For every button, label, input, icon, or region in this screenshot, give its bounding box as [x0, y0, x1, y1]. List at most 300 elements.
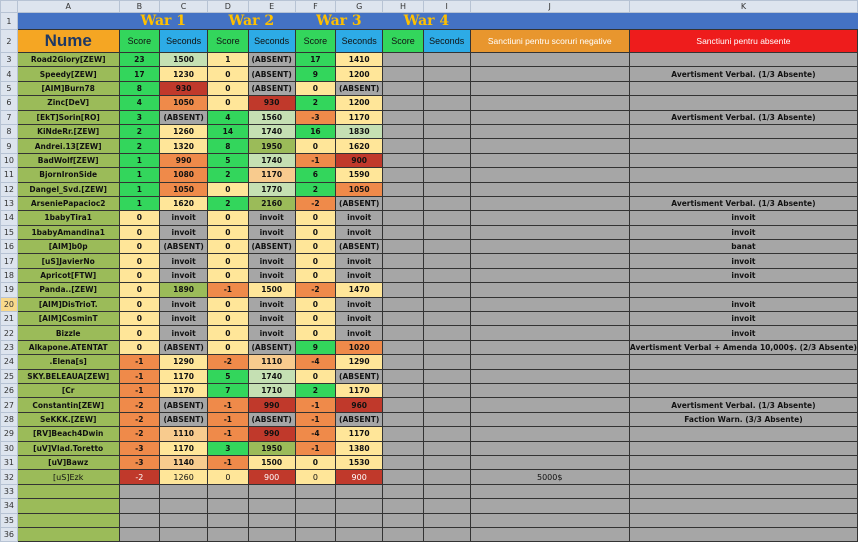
- negative-sanction-cell[interactable]: [470, 427, 629, 441]
- empty-cell[interactable]: [423, 513, 470, 527]
- war-4-seconds-header[interactable]: Seconds: [423, 30, 470, 53]
- war-2-seconds-cell[interactable]: 1740: [248, 369, 295, 383]
- absence-sanction-cell[interactable]: [629, 153, 857, 167]
- negative-sanction-cell[interactable]: [470, 153, 629, 167]
- negative-sanction-cell[interactable]: [470, 340, 629, 354]
- war-1-score-cell[interactable]: 3: [119, 110, 160, 124]
- column-header-j[interactable]: J: [470, 1, 629, 13]
- war-2-seconds-cell[interactable]: (ABSENT): [248, 412, 295, 426]
- war-4-score-cell[interactable]: [383, 110, 424, 124]
- absence-sanction-cell[interactable]: Faction Warn. (3/3 Absente): [629, 412, 857, 426]
- empty-cell[interactable]: [629, 484, 857, 498]
- war-4-score-header[interactable]: Score: [383, 30, 424, 53]
- empty-cell[interactable]: [248, 527, 295, 541]
- absence-sanction-cell[interactable]: [629, 383, 857, 397]
- negative-sanction-cell[interactable]: [470, 110, 629, 124]
- war-4-seconds-cell[interactable]: [423, 427, 470, 441]
- player-name-cell[interactable]: 1babyAmandina1: [17, 225, 119, 239]
- war-3-score-cell[interactable]: 0: [295, 139, 336, 153]
- war-2-seconds-cell[interactable]: (ABSENT): [248, 53, 295, 67]
- row-header[interactable]: 27: [1, 398, 18, 412]
- war-4-score-cell[interactable]: [383, 312, 424, 326]
- war-1-score-cell[interactable]: 0: [119, 254, 160, 268]
- war-1-seconds-cell[interactable]: (ABSENT): [160, 110, 208, 124]
- empty-cell[interactable]: [336, 527, 383, 541]
- row-header[interactable]: 14: [1, 211, 18, 225]
- negative-sanction-cell[interactable]: [470, 124, 629, 138]
- war-2-seconds-cell[interactable]: 1740: [248, 124, 295, 138]
- war-2-score-cell[interactable]: 1: [208, 53, 249, 67]
- column-header-h[interactable]: H: [383, 1, 424, 13]
- war-1-score-cell[interactable]: -2: [119, 412, 160, 426]
- war-2-score-cell[interactable]: 0: [208, 340, 249, 354]
- player-name-cell[interactable]: Road2Glory[ZEW]: [17, 53, 119, 67]
- war-1-seconds-cell[interactable]: (ABSENT): [160, 398, 208, 412]
- war-3-score-cell[interactable]: -2: [295, 283, 336, 297]
- war-3-score-cell[interactable]: 2: [295, 96, 336, 110]
- war-2-score-cell[interactable]: -1: [208, 398, 249, 412]
- war-1-seconds-cell[interactable]: invoit: [160, 297, 208, 311]
- war-4-score-cell[interactable]: [383, 53, 424, 67]
- row-header[interactable]: 5: [1, 81, 18, 95]
- war-2-score-cell[interactable]: 8: [208, 139, 249, 153]
- war-2-score-cell[interactable]: 0: [208, 297, 249, 311]
- war-1-score-cell[interactable]: 4: [119, 96, 160, 110]
- war-3-score-cell[interactable]: 2: [295, 383, 336, 397]
- empty-cell[interactable]: [423, 484, 470, 498]
- empty-cell[interactable]: [248, 499, 295, 513]
- war-3-score-cell[interactable]: -1: [295, 441, 336, 455]
- war-1-score-cell[interactable]: 0: [119, 326, 160, 340]
- war-2-score-cell[interactable]: 0: [208, 254, 249, 268]
- war-3-score-cell[interactable]: -1: [295, 153, 336, 167]
- empty-cell[interactable]: [295, 499, 336, 513]
- player-name-cell[interactable]: Bizzle: [17, 326, 119, 340]
- war-2-score-cell[interactable]: 0: [208, 312, 249, 326]
- war-2-seconds-cell[interactable]: 1770: [248, 182, 295, 196]
- absence-sanction-cell[interactable]: Avertisment Verbal. (1/3 Absente): [629, 398, 857, 412]
- empty-cell[interactable]: [629, 499, 857, 513]
- empty-cell[interactable]: [160, 527, 208, 541]
- war-3-score-cell[interactable]: 0: [295, 268, 336, 282]
- war-3-seconds-cell[interactable]: invoit: [336, 225, 383, 239]
- war-1-seconds-cell[interactable]: invoit: [160, 326, 208, 340]
- empty-cell[interactable]: [119, 527, 160, 541]
- negative-sanctions-header[interactable]: Sanctiuni pentru scoruri negative: [470, 30, 629, 53]
- absence-sanction-cell[interactable]: [629, 182, 857, 196]
- negative-sanction-cell[interactable]: [470, 96, 629, 110]
- absence-sanction-cell[interactable]: [629, 441, 857, 455]
- absence-sanctions-header[interactable]: Sanctiuni pentru absente: [629, 30, 857, 53]
- empty-cell[interactable]: [470, 513, 629, 527]
- war-3-seconds-cell[interactable]: 1530: [336, 455, 383, 469]
- war-4-score-cell[interactable]: [383, 182, 424, 196]
- war-4-seconds-cell[interactable]: [423, 326, 470, 340]
- negative-sanction-cell[interactable]: [470, 240, 629, 254]
- player-name-cell[interactable]: [uS]JavierNo: [17, 254, 119, 268]
- war-4-score-cell[interactable]: [383, 153, 424, 167]
- negative-sanction-cell[interactable]: [470, 412, 629, 426]
- negative-sanction-cell[interactable]: [470, 81, 629, 95]
- war-1-score-cell[interactable]: 17: [119, 67, 160, 81]
- column-header-g[interactable]: G: [336, 1, 383, 13]
- row-header[interactable]: 17: [1, 254, 18, 268]
- war-3-seconds-cell[interactable]: 1620: [336, 139, 383, 153]
- player-name-cell[interactable]: Speedy[ZEW]: [17, 67, 119, 81]
- column-header-i[interactable]: I: [423, 1, 470, 13]
- row-header[interactable]: 30: [1, 441, 18, 455]
- war-1-seconds-cell[interactable]: 1170: [160, 369, 208, 383]
- war-2-score-header[interactable]: Score: [208, 30, 249, 53]
- player-name-cell[interactable]: SeKKK.[ZEW]: [17, 412, 119, 426]
- absence-sanction-cell[interactable]: invoit: [629, 312, 857, 326]
- war-1-seconds-cell[interactable]: 1050: [160, 182, 208, 196]
- war-4-seconds-cell[interactable]: [423, 182, 470, 196]
- negative-sanction-cell[interactable]: [470, 139, 629, 153]
- war-4-score-cell[interactable]: [383, 268, 424, 282]
- war-1-score-header[interactable]: Score: [119, 30, 160, 53]
- war-3-seconds-cell[interactable]: invoit: [336, 254, 383, 268]
- war-1-score-cell[interactable]: 2: [119, 139, 160, 153]
- war-3-seconds-cell[interactable]: (ABSENT): [336, 81, 383, 95]
- empty-cell[interactable]: [208, 499, 249, 513]
- war-1-score-cell[interactable]: -1: [119, 369, 160, 383]
- war-4-seconds-cell[interactable]: [423, 297, 470, 311]
- player-name-cell[interactable]: [AIM]Burn78: [17, 81, 119, 95]
- war-2-seconds-cell[interactable]: 1950: [248, 441, 295, 455]
- war-2-score-cell[interactable]: 0: [208, 67, 249, 81]
- empty-cell[interactable]: [208, 527, 249, 541]
- war-2-score-cell[interactable]: -1: [208, 412, 249, 426]
- row-header[interactable]: 16: [1, 240, 18, 254]
- row-header[interactable]: 8: [1, 124, 18, 138]
- war-2-seconds-cell[interactable]: invoit: [248, 268, 295, 282]
- row-header[interactable]: 35: [1, 513, 18, 527]
- war-3-score-cell[interactable]: 17: [295, 53, 336, 67]
- war-2-score-cell[interactable]: 2: [208, 196, 249, 210]
- war-1-seconds-cell[interactable]: invoit: [160, 254, 208, 268]
- war-4-score-cell[interactable]: [383, 96, 424, 110]
- war-1-score-cell[interactable]: 0: [119, 312, 160, 326]
- war-2-score-cell[interactable]: 7: [208, 383, 249, 397]
- war-1-seconds-cell[interactable]: 1080: [160, 168, 208, 182]
- war-4-seconds-cell[interactable]: [423, 383, 470, 397]
- war-1-score-cell[interactable]: -3: [119, 441, 160, 455]
- row-header[interactable]: 21: [1, 312, 18, 326]
- negative-sanction-cell[interactable]: [470, 355, 629, 369]
- absence-sanction-cell[interactable]: [629, 139, 857, 153]
- war-2-score-cell[interactable]: 4: [208, 110, 249, 124]
- column-header-a[interactable]: A: [17, 1, 119, 13]
- absence-sanction-cell[interactable]: [629, 355, 857, 369]
- war-1-score-cell[interactable]: 1: [119, 196, 160, 210]
- war-3-score-cell[interactable]: 0: [295, 470, 336, 484]
- war-3-seconds-cell[interactable]: 1050: [336, 182, 383, 196]
- war-4-score-cell[interactable]: [383, 254, 424, 268]
- row-header[interactable]: 15: [1, 225, 18, 239]
- war-4-score-cell[interactable]: [383, 455, 424, 469]
- war-3-score-cell[interactable]: 0: [295, 254, 336, 268]
- empty-cell[interactable]: [295, 513, 336, 527]
- war-1-seconds-cell[interactable]: (ABSENT): [160, 340, 208, 354]
- empty-cell[interactable]: [423, 527, 470, 541]
- negative-sanction-cell[interactable]: [470, 398, 629, 412]
- absence-sanction-cell[interactable]: [629, 96, 857, 110]
- row-header[interactable]: 36: [1, 527, 18, 541]
- war-3-score-cell[interactable]: 9: [295, 67, 336, 81]
- player-name-cell[interactable]: [uV]Vlad.Toretto: [17, 441, 119, 455]
- war-2-seconds-cell[interactable]: (ABSENT): [248, 81, 295, 95]
- war-3-seconds-cell[interactable]: invoit: [336, 268, 383, 282]
- war-1-seconds-cell[interactable]: invoit: [160, 211, 208, 225]
- war-4-score-cell[interactable]: [383, 124, 424, 138]
- war-2-seconds-cell[interactable]: 1110: [248, 355, 295, 369]
- empty-cell[interactable]: [208, 513, 249, 527]
- war-1-score-cell[interactable]: 0: [119, 297, 160, 311]
- war-4-score-cell[interactable]: [383, 340, 424, 354]
- row-header[interactable]: 32: [1, 470, 18, 484]
- war-4-seconds-cell[interactable]: [423, 340, 470, 354]
- row-header[interactable]: 26: [1, 383, 18, 397]
- player-name-cell[interactable]: [17, 484, 119, 498]
- empty-cell[interactable]: [629, 513, 857, 527]
- negative-sanction-cell[interactable]: [470, 283, 629, 297]
- war-4-seconds-cell[interactable]: [423, 398, 470, 412]
- row-header[interactable]: 9: [1, 139, 18, 153]
- war-3-score-cell[interactable]: 0: [295, 297, 336, 311]
- negative-sanction-cell[interactable]: [470, 53, 629, 67]
- war-2-score-cell[interactable]: 5: [208, 153, 249, 167]
- empty-cell[interactable]: [383, 499, 424, 513]
- war-2-score-cell[interactable]: 0: [208, 96, 249, 110]
- war-1-seconds-cell[interactable]: 1500: [160, 53, 208, 67]
- war-2-seconds-cell[interactable]: invoit: [248, 254, 295, 268]
- war-4-score-cell[interactable]: [383, 369, 424, 383]
- absence-sanction-cell[interactable]: invoit: [629, 211, 857, 225]
- war-3-score-cell[interactable]: 0: [295, 211, 336, 225]
- war-2-score-cell[interactable]: 3: [208, 441, 249, 455]
- empty-cell[interactable]: [470, 527, 629, 541]
- war-4-seconds-cell[interactable]: [423, 240, 470, 254]
- war-4-seconds-cell[interactable]: [423, 455, 470, 469]
- war-3-title[interactable]: [295, 13, 383, 30]
- absence-sanction-cell[interactable]: invoit: [629, 254, 857, 268]
- war-3-score-cell[interactable]: 0: [295, 81, 336, 95]
- empty-cell[interactable]: [383, 527, 424, 541]
- negative-sanction-cell[interactable]: [470, 268, 629, 282]
- row-header[interactable]: 34: [1, 499, 18, 513]
- war-1-score-cell[interactable]: -2: [119, 427, 160, 441]
- negative-sanction-cell[interactable]: [470, 254, 629, 268]
- war-4-score-cell[interactable]: [383, 196, 424, 210]
- war-4-score-cell[interactable]: [383, 240, 424, 254]
- war-1-score-cell[interactable]: -2: [119, 398, 160, 412]
- war-2-score-cell[interactable]: -1: [208, 283, 249, 297]
- row-header[interactable]: 12: [1, 182, 18, 196]
- war-4-seconds-cell[interactable]: [423, 211, 470, 225]
- war-2-score-cell[interactable]: -2: [208, 355, 249, 369]
- war-2-seconds-cell[interactable]: (ABSENT): [248, 340, 295, 354]
- war-4-seconds-cell[interactable]: [423, 96, 470, 110]
- row-header[interactable]: 24: [1, 355, 18, 369]
- war-3-seconds-cell[interactable]: 1020: [336, 340, 383, 354]
- war-4-seconds-cell[interactable]: [423, 312, 470, 326]
- empty-cell[interactable]: [470, 484, 629, 498]
- column-header-c[interactable]: C: [160, 1, 208, 13]
- empty-cell[interactable]: [295, 527, 336, 541]
- player-name-cell[interactable]: Andrei.13[ZEW]: [17, 139, 119, 153]
- war-1-seconds-cell[interactable]: 1170: [160, 383, 208, 397]
- player-name-cell[interactable]: Panda..[ZEW]: [17, 283, 119, 297]
- war-2-score-cell[interactable]: 0: [208, 211, 249, 225]
- war-1-seconds-cell[interactable]: 1170: [160, 441, 208, 455]
- war-3-seconds-cell[interactable]: 900: [336, 470, 383, 484]
- war-4-score-cell[interactable]: [383, 383, 424, 397]
- war-2-seconds-cell[interactable]: 990: [248, 398, 295, 412]
- negative-sanction-cell[interactable]: [470, 297, 629, 311]
- war-1-score-cell[interactable]: -2: [119, 470, 160, 484]
- player-name-cell[interactable]: .Elena[s]: [17, 355, 119, 369]
- war-3-seconds-cell[interactable]: invoit: [336, 312, 383, 326]
- absence-sanction-cell[interactable]: [629, 124, 857, 138]
- player-name-cell[interactable]: [AIM]DisTrioT.: [17, 297, 119, 311]
- war-4-seconds-cell[interactable]: [423, 268, 470, 282]
- war-3-score-cell[interactable]: 0: [295, 455, 336, 469]
- war-3-seconds-cell[interactable]: (ABSENT): [336, 240, 383, 254]
- empty-cell[interactable]: [119, 484, 160, 498]
- war-4-seconds-cell[interactable]: [423, 53, 470, 67]
- war-4-seconds-cell[interactable]: [423, 168, 470, 182]
- war-2-seconds-cell[interactable]: (ABSENT): [248, 67, 295, 81]
- war-3-score-cell[interactable]: -2: [295, 196, 336, 210]
- war-3-seconds-cell[interactable]: 1590: [336, 168, 383, 182]
- war-3-seconds-cell[interactable]: invoit: [336, 211, 383, 225]
- negative-sanction-cell[interactable]: [470, 225, 629, 239]
- column-header-k[interactable]: K: [629, 1, 857, 13]
- war-2-score-cell[interactable]: 0: [208, 268, 249, 282]
- war-3-score-cell[interactable]: -4: [295, 355, 336, 369]
- player-name-cell[interactable]: [Cr: [17, 383, 119, 397]
- war-3-seconds-cell[interactable]: (ABSENT): [336, 196, 383, 210]
- absence-sanction-cell[interactable]: [629, 470, 857, 484]
- empty-cell[interactable]: [119, 513, 160, 527]
- war-2-seconds-cell[interactable]: 1560: [248, 110, 295, 124]
- absence-sanction-cell[interactable]: [629, 168, 857, 182]
- war-3-score-cell[interactable]: 2: [295, 182, 336, 196]
- absence-sanction-cell[interactable]: [629, 455, 857, 469]
- war-1-score-cell[interactable]: 1: [119, 168, 160, 182]
- player-name-cell[interactable]: Apricot[FTW]: [17, 268, 119, 282]
- war-1-score-cell[interactable]: -1: [119, 355, 160, 369]
- war-1-seconds-header[interactable]: Seconds: [160, 30, 208, 53]
- war-4-seconds-cell[interactable]: [423, 283, 470, 297]
- war-4-score-cell[interactable]: [383, 81, 424, 95]
- war-3-seconds-cell[interactable]: 1170: [336, 110, 383, 124]
- column-header-d[interactable]: D: [208, 1, 249, 13]
- negative-sanction-cell[interactable]: [470, 211, 629, 225]
- war-2-seconds-cell[interactable]: invoit: [248, 312, 295, 326]
- war-3-score-cell[interactable]: 0: [295, 240, 336, 254]
- absence-sanction-cell[interactable]: Avertisment Verbal + Amenda 10,000$. (2/3 Absente): [629, 340, 857, 354]
- war-1-score-cell[interactable]: 0: [119, 283, 160, 297]
- player-name-cell[interactable]: [uS]Ezk: [17, 470, 119, 484]
- war-2-seconds-cell[interactable]: invoit: [248, 211, 295, 225]
- player-name-cell[interactable]: [AIM]CosminT: [17, 312, 119, 326]
- war-3-score-header[interactable]: Score: [295, 30, 336, 53]
- war-3-score-cell[interactable]: 9: [295, 340, 336, 354]
- war-1-seconds-cell[interactable]: invoit: [160, 268, 208, 282]
- war-3-seconds-cell[interactable]: 1170: [336, 383, 383, 397]
- negative-sanction-cell[interactable]: [470, 383, 629, 397]
- player-name-cell[interactable]: Constantin[ZEW]: [17, 398, 119, 412]
- absence-sanction-cell[interactable]: Avertisment Verbal. (1/3 Absente): [629, 110, 857, 124]
- row-header[interactable]: 4: [1, 67, 18, 81]
- absence-sanction-cell[interactable]: Avertisment Verbal. (1/3 Absente): [629, 67, 857, 81]
- empty-cell[interactable]: [336, 484, 383, 498]
- war-1-title[interactable]: [119, 13, 208, 30]
- war-1-score-cell[interactable]: 8: [119, 81, 160, 95]
- war-2-seconds-cell[interactable]: 1500: [248, 283, 295, 297]
- war-4-score-cell[interactable]: [383, 326, 424, 340]
- row-header[interactable]: 18: [1, 268, 18, 282]
- war-1-seconds-cell[interactable]: (ABSENT): [160, 412, 208, 426]
- negative-sanction-cell[interactable]: [470, 168, 629, 182]
- negative-sanction-cell[interactable]: [470, 182, 629, 196]
- war-1-score-cell[interactable]: 1: [119, 182, 160, 196]
- war-4-seconds-cell[interactable]: [423, 369, 470, 383]
- empty-cell[interactable]: [160, 513, 208, 527]
- negative-sanction-cell[interactable]: [470, 326, 629, 340]
- row-header[interactable]: 33: [1, 484, 18, 498]
- war-4-score-cell[interactable]: [383, 297, 424, 311]
- player-name-cell[interactable]: [EkT]Sorin[RO]: [17, 110, 119, 124]
- war-4-seconds-cell[interactable]: [423, 470, 470, 484]
- war-1-score-cell[interactable]: -1: [119, 383, 160, 397]
- war-3-seconds-cell[interactable]: 1290: [336, 355, 383, 369]
- war-4-seconds-cell[interactable]: [423, 81, 470, 95]
- negative-sanction-cell[interactable]: 5000$: [470, 470, 629, 484]
- war-3-seconds-cell[interactable]: 1170: [336, 427, 383, 441]
- war-2-seconds-cell[interactable]: 2160: [248, 196, 295, 210]
- negative-sanction-cell[interactable]: [470, 369, 629, 383]
- war-3-seconds-cell[interactable]: (ABSENT): [336, 369, 383, 383]
- war-3-score-cell[interactable]: 0: [295, 312, 336, 326]
- war-3-seconds-cell[interactable]: (ABSENT): [336, 412, 383, 426]
- war-2-score-cell[interactable]: 2: [208, 168, 249, 182]
- war-3-seconds-cell[interactable]: invoit: [336, 297, 383, 311]
- war-2-score-cell[interactable]: -1: [208, 427, 249, 441]
- column-header-b[interactable]: B: [119, 1, 160, 13]
- row-header[interactable]: 20: [1, 297, 18, 311]
- war-2-seconds-header[interactable]: Seconds: [248, 30, 295, 53]
- empty-cell[interactable]: [208, 484, 249, 498]
- war-4-seconds-cell[interactable]: [423, 225, 470, 239]
- war-4-score-cell[interactable]: [383, 412, 424, 426]
- row-header[interactable]: 6: [1, 96, 18, 110]
- absence-sanction-cell[interactable]: [629, 427, 857, 441]
- war-2-score-cell[interactable]: 0: [208, 182, 249, 196]
- player-name-cell[interactable]: [uV]Bawz: [17, 455, 119, 469]
- war-1-score-cell[interactable]: 1: [119, 153, 160, 167]
- war-3-score-cell[interactable]: 0: [295, 326, 336, 340]
- war-3-seconds-cell[interactable]: 900: [336, 153, 383, 167]
- select-all-corner[interactable]: [1, 1, 18, 13]
- war-1-seconds-cell[interactable]: 1050: [160, 96, 208, 110]
- row-header[interactable]: 25: [1, 369, 18, 383]
- war-1-seconds-cell[interactable]: 1110: [160, 427, 208, 441]
- war-3-seconds-cell[interactable]: invoit: [336, 326, 383, 340]
- war-2-seconds-cell[interactable]: (ABSENT): [248, 240, 295, 254]
